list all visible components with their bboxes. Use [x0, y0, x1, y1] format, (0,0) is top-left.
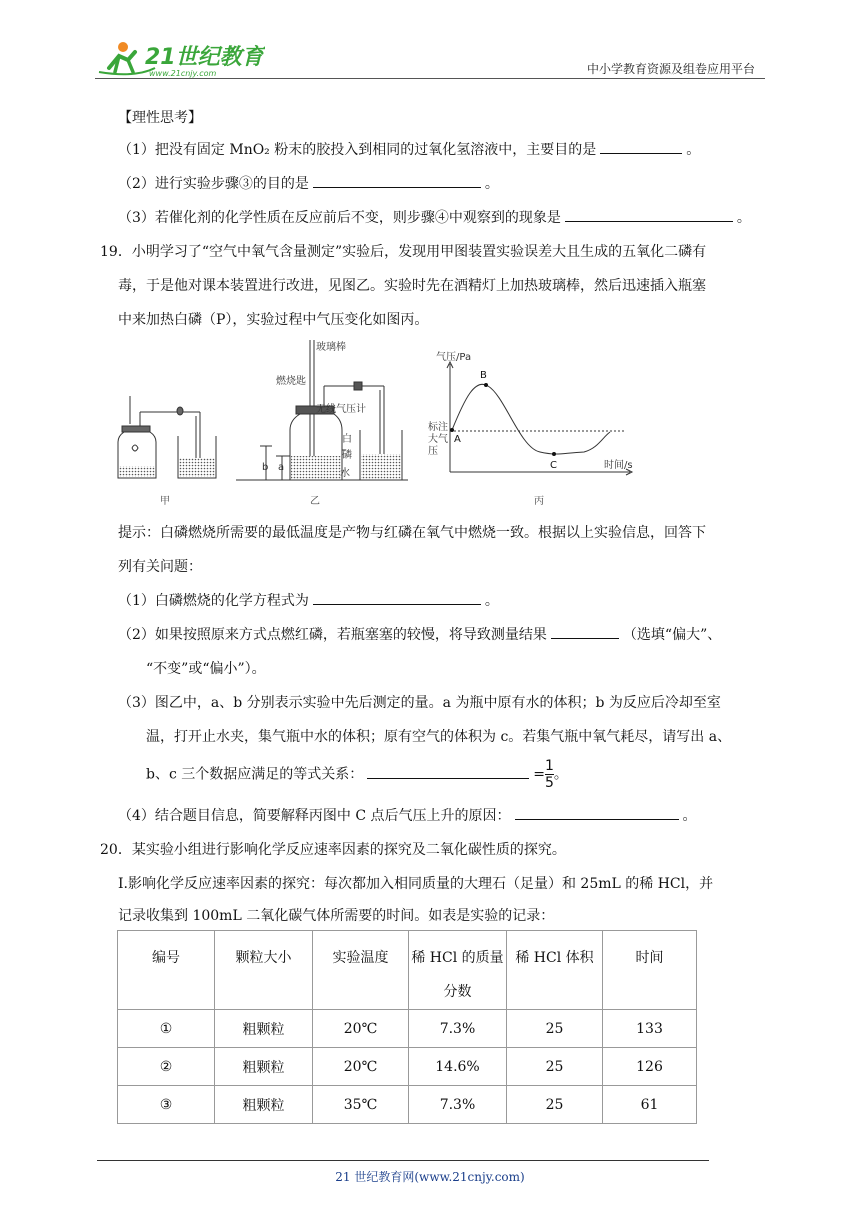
- footer-divider: [97, 1160, 709, 1161]
- fraction-one-fifth: $\frac{1}{5}$: [545, 758, 554, 791]
- svg-text:气压/Pa: 气压/Pa: [436, 352, 472, 363]
- answer-blank[interactable]: [313, 174, 481, 188]
- svg-text:甲: 甲: [160, 496, 170, 507]
- q18-part2: （2）进行实验步骤③的目的是 。: [118, 176, 499, 192]
- svg-text:压: 压: [428, 446, 438, 457]
- col-header: 时间: [603, 931, 697, 1010]
- q19-sub2: （2）如果按照原来方式点燃红磷，若瓶塞塞的较慢，将导致测量结果 （选填“偏大”、: [118, 627, 722, 643]
- footer-link[interactable]: 21 世纪教育网(www.21cnjy.com): [335, 1170, 525, 1184]
- svg-text:时间/s: 时间/s: [604, 460, 633, 471]
- svg-text:水: 水: [340, 468, 350, 479]
- table-cell: 粗颗粒: [215, 1048, 313, 1086]
- site-logo: [95, 38, 265, 80]
- answer-blank[interactable]: [551, 625, 619, 639]
- svg-text:b: b: [262, 462, 269, 473]
- q19-hint-line2: 列有关问题：: [118, 559, 202, 575]
- q19-figure: [110, 338, 640, 516]
- table-cell: 25: [507, 1010, 603, 1048]
- svg-text:标注: 标注: [428, 422, 448, 433]
- svg-text:丙: 丙: [534, 496, 544, 507]
- table-cell: 20℃: [313, 1048, 409, 1086]
- q20-part1-line2: 记录收集到 100mL 二氧化碳气体所需要的时间。如表是实验的记录：: [118, 908, 555, 924]
- q19-sub3-line3: b、c 三个数据应满足的等式关系： = $\frac{1}{5}$ 。: [146, 758, 568, 791]
- svg-text:乙: 乙: [310, 496, 320, 507]
- table-cell: 粗颗粒: [215, 1010, 313, 1048]
- col-header: 稀 HCl 的质量 分数: [409, 931, 507, 1010]
- svg-text:燃烧匙: 燃烧匙: [276, 376, 306, 387]
- svg-text:白: 白: [342, 434, 352, 445]
- svg-text:磷: 磷: [342, 450, 352, 461]
- table-cell: 25: [507, 1048, 603, 1086]
- table-cell: 35℃: [313, 1086, 409, 1124]
- table-cell: ②: [118, 1048, 215, 1086]
- svg-text:a: a: [278, 462, 285, 473]
- experiment-table: [117, 930, 697, 1124]
- table-cell: 7.3%: [409, 1086, 507, 1124]
- section-heading: 【理性思考】: [118, 110, 202, 126]
- answer-blank[interactable]: [600, 140, 682, 154]
- svg-text:A: A: [454, 434, 461, 445]
- q19-intro-line3: 中来加热白磷（P），实验过程中气压变化如图丙。: [118, 312, 429, 328]
- table-cell: 25: [507, 1086, 603, 1124]
- q18-part3: （3）若催化剂的化学性质在反应前后不变，则步骤④中观察到的现象是 。: [118, 210, 751, 226]
- table-cell: 粗颗粒: [215, 1086, 313, 1124]
- svg-text:C: C: [550, 460, 557, 471]
- header-platform-text: 中小学教育资源及组卷应用平台: [586, 62, 755, 76]
- q19-sub1: （1）白磷燃烧的化学方程式为 。: [118, 593, 499, 609]
- q19-sub3-line2: 温，打开止水夹，集气瓶中水的体积；原有空气的体积为 c。若集气瓶中氧气耗尽，请写出 a、: [146, 729, 732, 745]
- table-row: [118, 1010, 697, 1048]
- svg-text:B: B: [480, 370, 487, 381]
- table-cell: 133: [603, 1010, 697, 1048]
- col-header: 实验温度: [313, 931, 409, 1010]
- svg-text:无线气压计: 无线气压计: [316, 404, 366, 415]
- q20-intro: 20．某实验小组进行影响化学反应速率因素的探究及二氧化碳性质的探究。: [100, 842, 566, 858]
- q19-sub4: （4）结合题目信息，简要解释丙图中 C 点后气压上升的原因： 。: [118, 808, 697, 824]
- table-cell: 20℃: [313, 1010, 409, 1048]
- apparatus-jia: [118, 396, 216, 478]
- header-divider: [95, 78, 765, 79]
- q18-part1: （1）把没有固定 MnO₂ 粉末的胶投入到相同的过氧化氢溶液中，主要目的是 。: [118, 142, 701, 158]
- table-row: [118, 1086, 697, 1124]
- answer-blank[interactable]: [367, 765, 529, 779]
- answer-blank[interactable]: [313, 591, 481, 605]
- table-row: [118, 1048, 697, 1086]
- table-cell: ③: [118, 1086, 215, 1124]
- table-cell: ①: [118, 1010, 215, 1048]
- q20-part1-line1: Ⅰ.影响化学反应速率因素的探究：每次都加入相同质量的大理石（足量）和 25mL 的稀 HCl，并: [118, 876, 714, 892]
- answer-blank[interactable]: [515, 806, 679, 820]
- q19-sub3-line1: （3）图乙中，a、b 分别表示实验中先后测定的量。a 为瓶中原有水的体积；b 为反应后冷却至室: [118, 695, 721, 711]
- table-cell: 61: [603, 1086, 697, 1124]
- pressure-graph: [447, 362, 632, 475]
- col-header: 稀 HCl 体积: [507, 931, 603, 1010]
- col-header: 颗粒大小: [215, 931, 313, 1010]
- svg-text:21世纪教育: 21世纪教育: [145, 45, 264, 70]
- col-header: 编号: [118, 931, 215, 1010]
- q19-hint-line1: 提示：白磷燃烧所需要的最低温度是产物与红磷在氧气中燃烧一致。根据以上实验信息，回答下: [118, 525, 706, 541]
- answer-blank[interactable]: [565, 208, 733, 222]
- table-header-row: [118, 931, 697, 1010]
- q19-sub2-cont: “不变”或“偏小”）。: [146, 661, 266, 677]
- table-cell: 126: [603, 1048, 697, 1086]
- svg-text:玻璃棒: 玻璃棒: [316, 342, 346, 353]
- q19-intro-line2: 毒，于是他对课本装置进行改进，见图乙。实验时先在酒精灯上加热玻璃棒，然后迅速插入瓶塞: [118, 278, 706, 294]
- table-cell: 7.3%: [409, 1010, 507, 1048]
- table-cell: 14.6%: [409, 1048, 507, 1086]
- svg-text:大气: 大气: [428, 434, 448, 445]
- q19-intro-line1: 19．小明学习了“空气中氧气含量测定”实验后，发现用甲图装置实验误差大且生成的五氧化二磷有: [100, 244, 707, 260]
- svg-text:www.21cnjy.com: www.21cnjy.com: [149, 69, 217, 78]
